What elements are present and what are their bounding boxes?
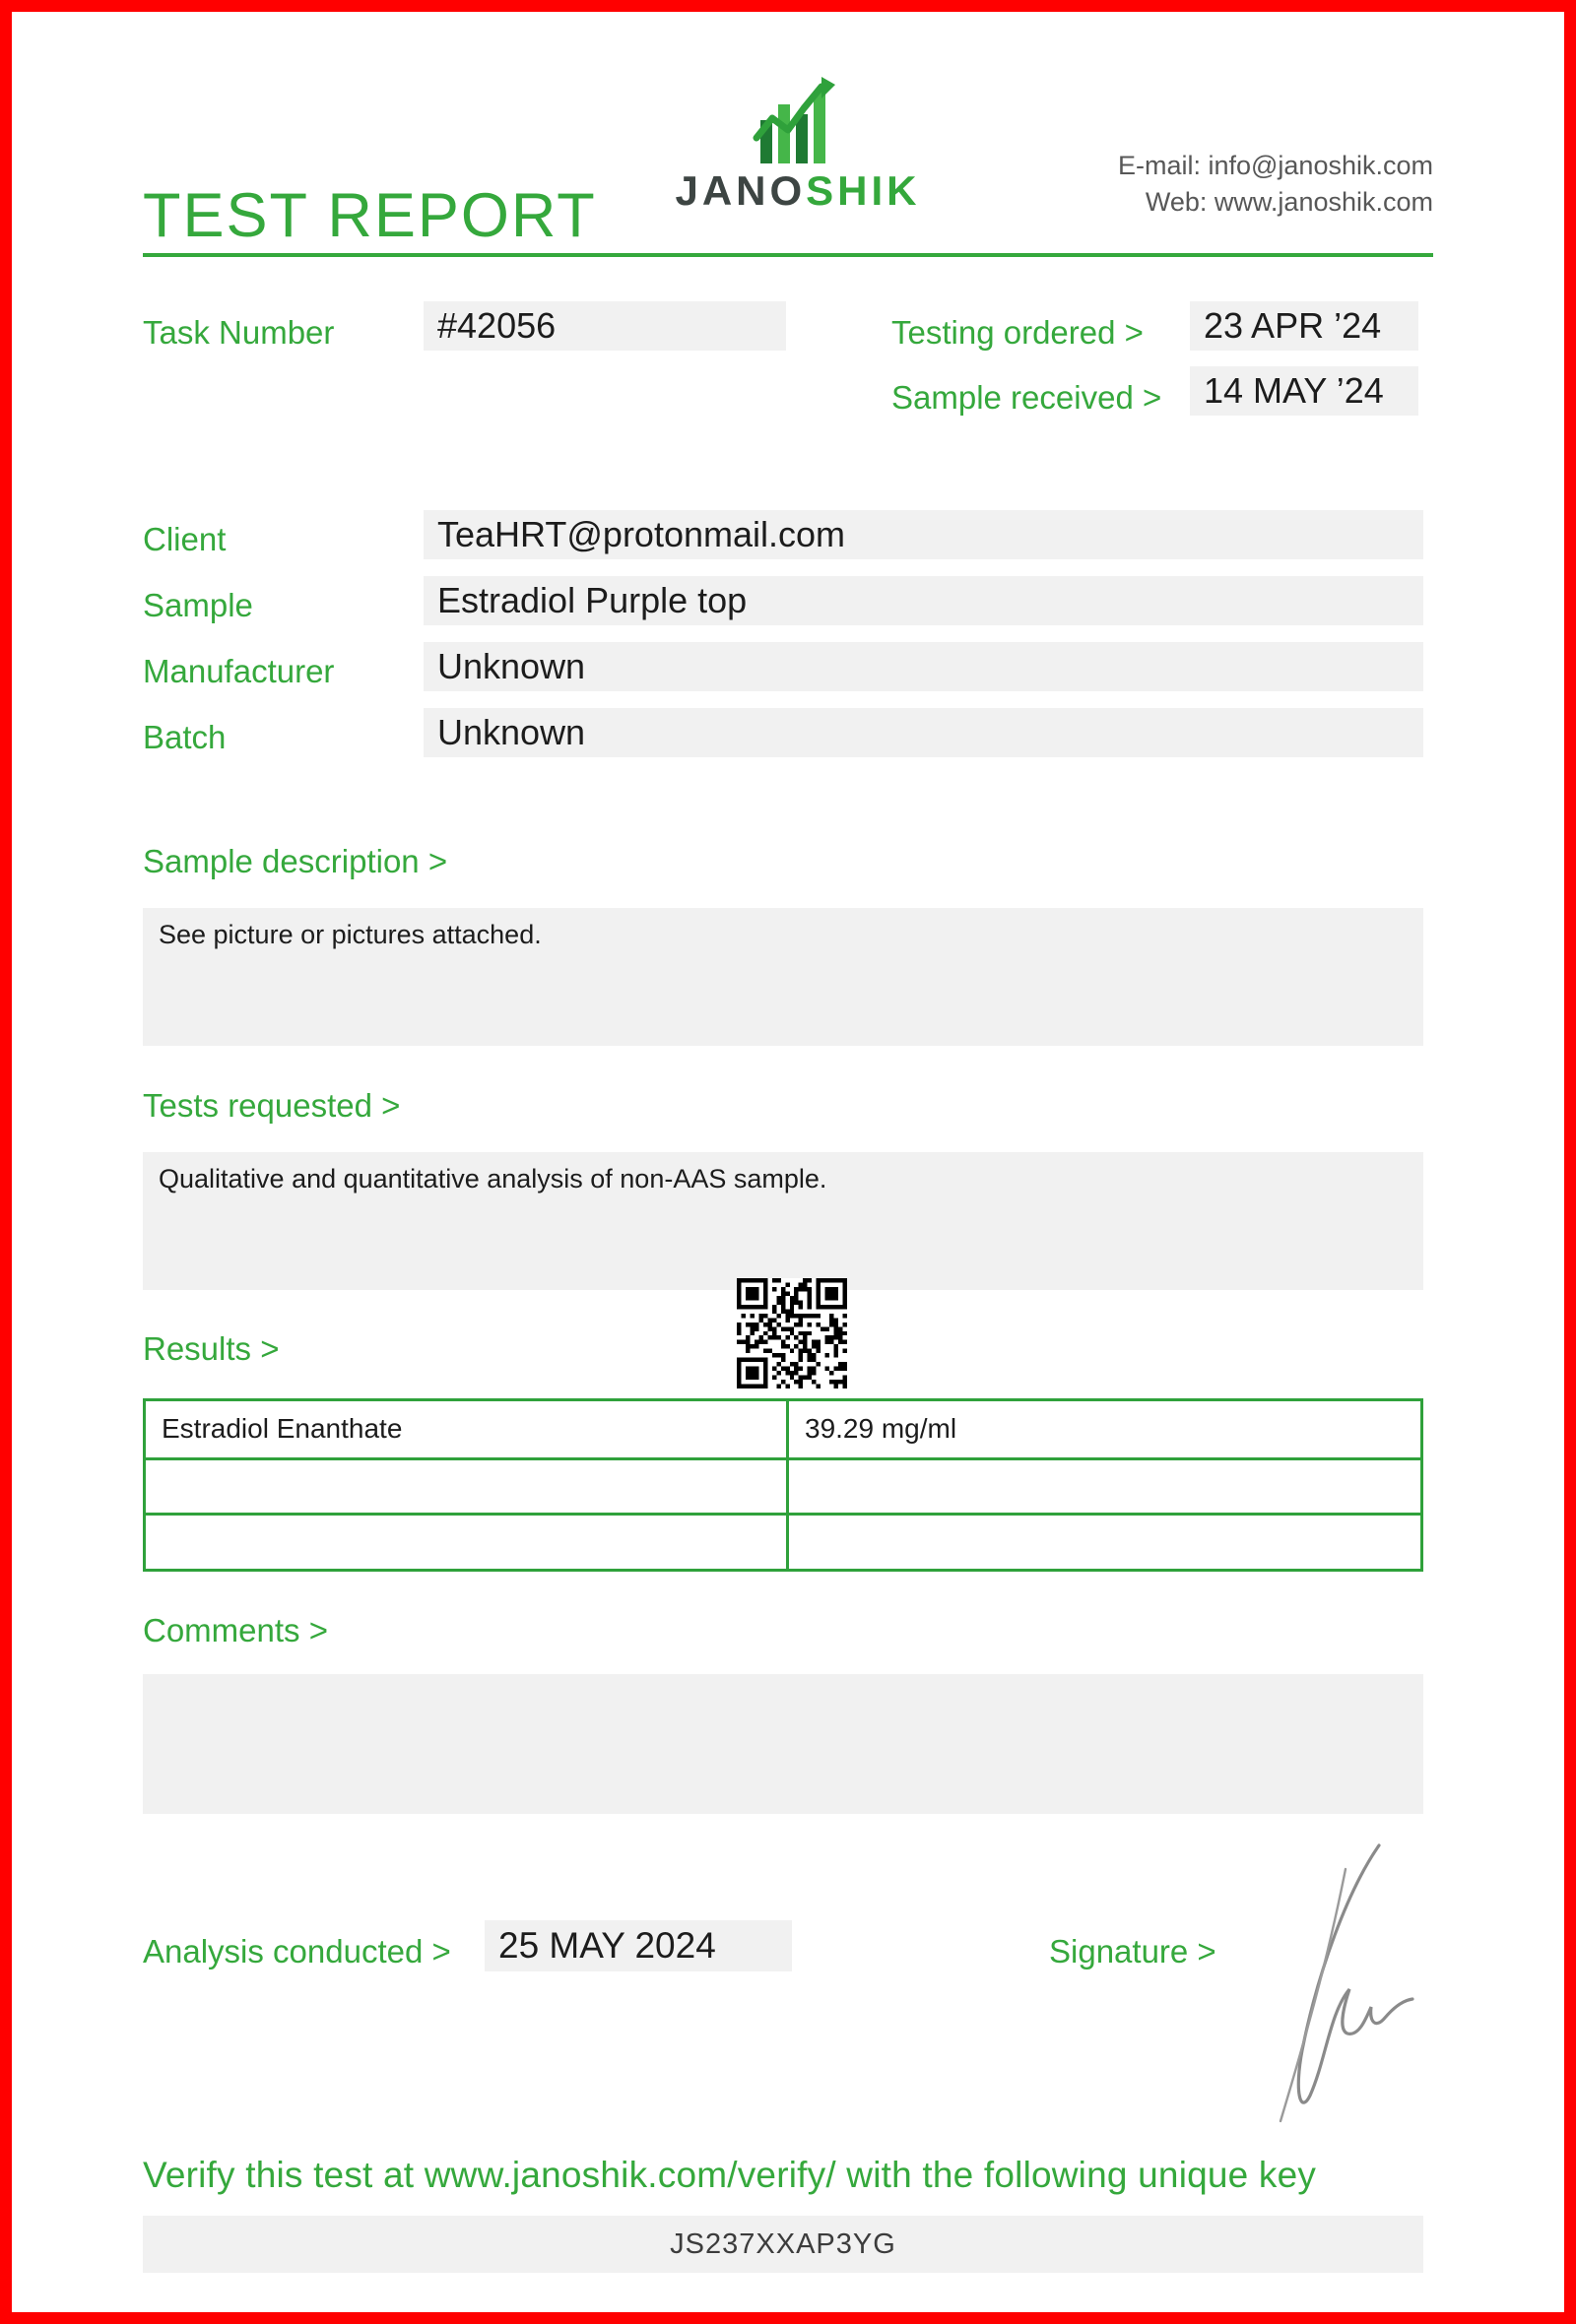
sample-description-label: Sample description >	[143, 843, 448, 879]
brand-wordmark	[650, 167, 946, 215]
tests-requested-label: Tests requested >	[143, 1087, 401, 1124]
comments-box	[143, 1674, 1423, 1814]
sample-label: Sample	[143, 587, 253, 623]
task-number-label: Task Number	[143, 314, 335, 351]
result-amount	[786, 1513, 1420, 1569]
sample-description-box: See picture or pictures attached.	[143, 908, 1423, 1046]
brand-jano: JANO	[675, 167, 807, 214]
result-substance: Estradiol Enanthate	[162, 1413, 403, 1445]
tests-requested-box: Qualitative and quantitative analysis of non-AAS sample.	[143, 1152, 1423, 1290]
header-divider	[143, 253, 1433, 257]
contact-info	[1118, 148, 1433, 221]
chart-logo-icon	[739, 75, 857, 165]
result-amount	[786, 1457, 1420, 1514]
janoshik-logo	[650, 75, 946, 215]
results-label: Results >	[143, 1330, 280, 1367]
analysis-conducted-value: 25 MAY 2024	[485, 1920, 792, 1971]
result-amount: 39.29 mg/ml	[786, 1401, 1420, 1457]
contact-web: Web: www.janoshik.com	[1145, 187, 1433, 217]
result-substance	[146, 1457, 786, 1514]
analysis-conducted-label: Analysis conducted >	[143, 1933, 451, 1969]
batch-label: Batch	[143, 719, 227, 755]
testing-ordered-value: 23 APR ’24	[1190, 301, 1418, 351]
brand-shik: SHIK	[806, 167, 921, 214]
task-number-value: #42056	[424, 301, 786, 351]
signature-label: Signature >	[1049, 1933, 1216, 1969]
sample-received-label: Sample received >	[891, 379, 1162, 416]
signature-image	[1231, 1834, 1438, 2129]
manufacturer-label: Manufacturer	[143, 653, 335, 689]
qr-code	[737, 1278, 847, 1388]
verify-instruction: Verify this test at www.janoshik.com/verify/ with the following unique key	[143, 2155, 1317, 2195]
batch-value: Unknown	[424, 708, 1423, 757]
sample-value: Estradiol Purple top	[424, 576, 1423, 625]
comments-label: Comments >	[143, 1612, 328, 1648]
testing-ordered-label: Testing ordered >	[891, 314, 1144, 351]
contact-email: E-mail: info@janoshik.com	[1117, 151, 1433, 180]
client-value: TeaHRT@protonmail.com	[424, 510, 1423, 559]
result-substance	[146, 1513, 786, 1569]
page-title: TEST REPORT	[143, 181, 597, 251]
client-label: Client	[143, 521, 227, 557]
manufacturer-value: Unknown	[424, 642, 1423, 691]
results-table	[143, 1398, 1423, 1572]
sample-received-value: 14 MAY ’24	[1190, 366, 1418, 416]
verify-key: JS237XXAP3YG	[143, 2216, 1423, 2273]
